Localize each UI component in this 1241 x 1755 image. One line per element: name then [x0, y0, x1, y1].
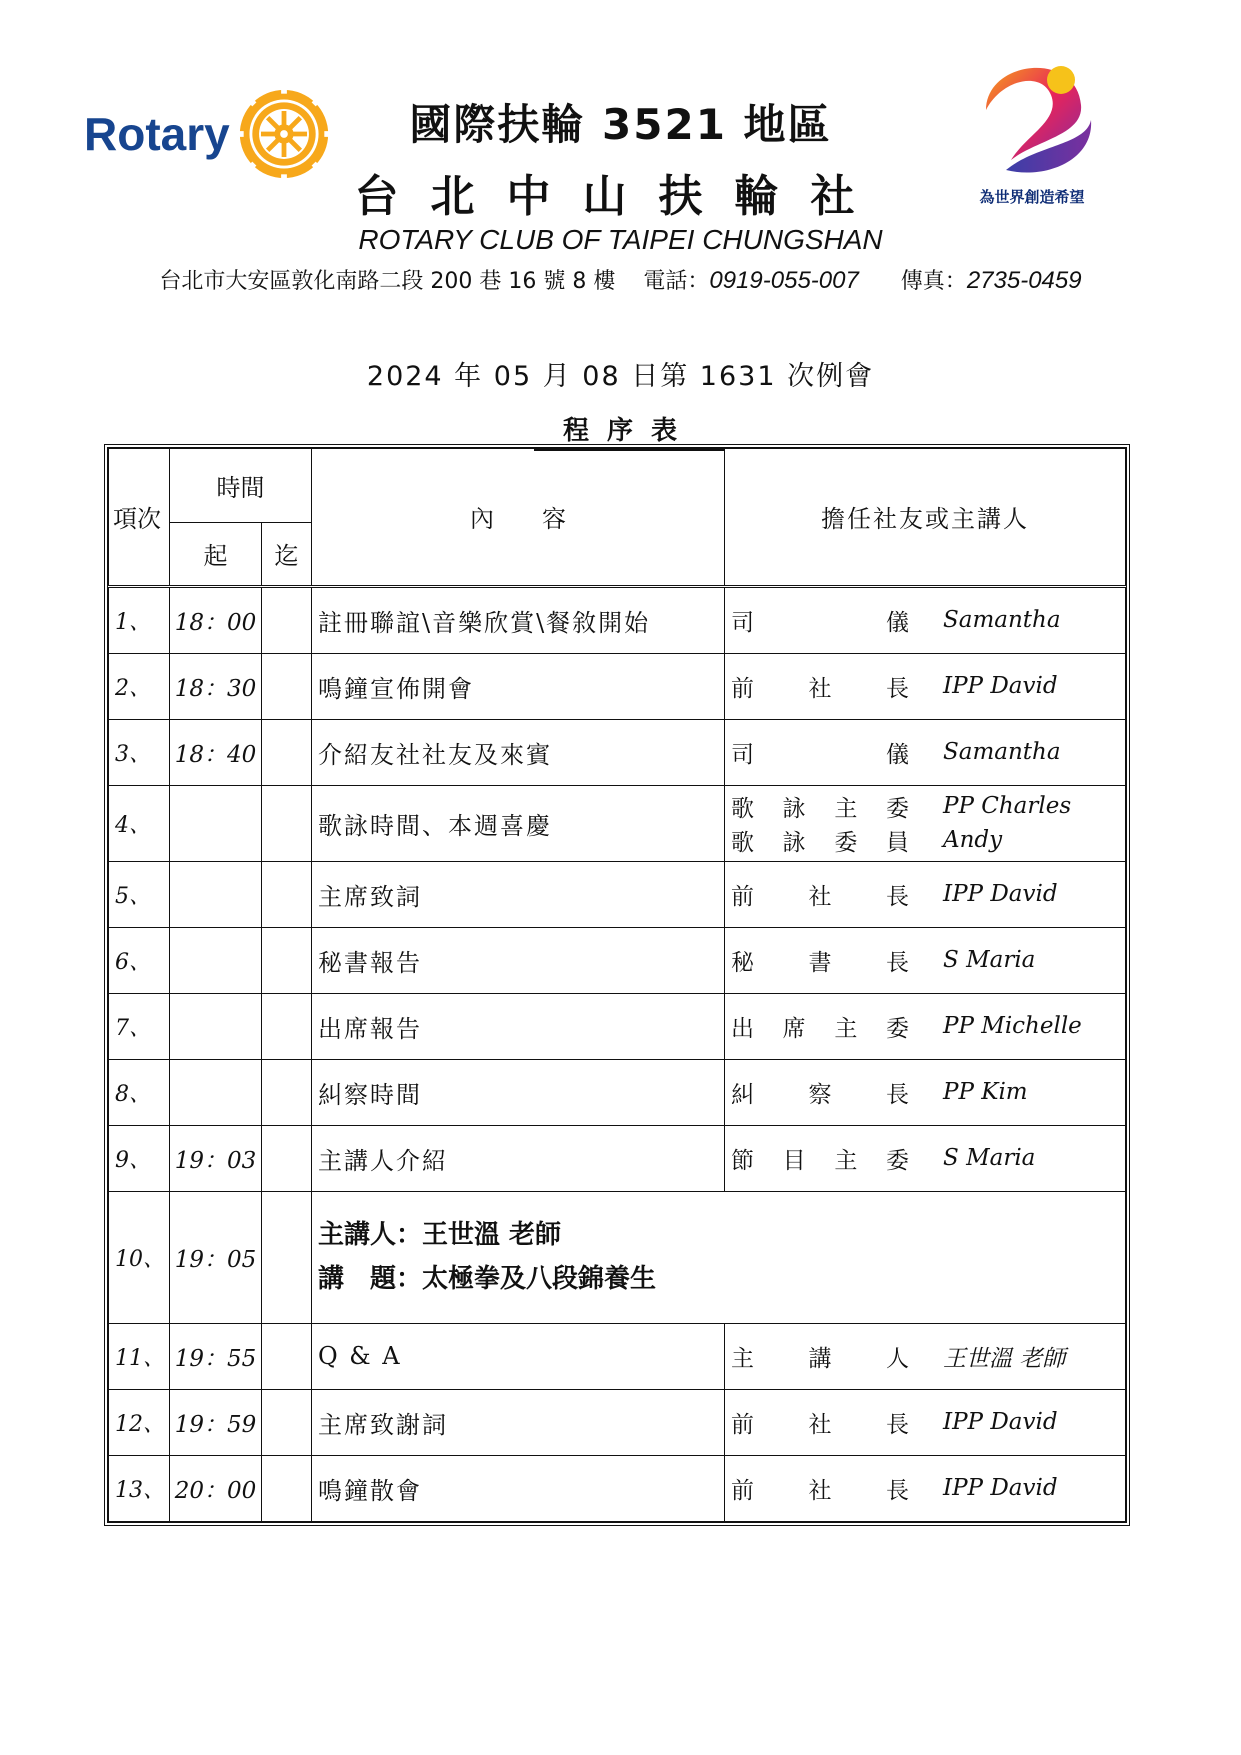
agenda-content: 主講人介紹	[312, 1125, 725, 1191]
role-cell	[725, 993, 1126, 1059]
theme-caption: 為世界創造希望	[979, 188, 1085, 206]
agenda-content: 主席致謝詞	[312, 1389, 725, 1455]
item-number: 9、	[109, 1125, 170, 1191]
role-title-char: 司	[731, 741, 754, 768]
role-name: PP Charles	[943, 793, 1072, 820]
start-time	[170, 993, 262, 1059]
item-number: 4、	[109, 785, 170, 861]
item-number: 7、	[109, 993, 170, 1059]
role-name: 王世溫 老師	[943, 1345, 1066, 1372]
end-time	[262, 1191, 312, 1323]
role-title-char: 主	[834, 1147, 858, 1174]
start-time	[170, 785, 262, 861]
agenda-content: 鳴鐘散會	[312, 1455, 725, 1521]
end-time	[262, 1389, 312, 1455]
table-row	[109, 1125, 1126, 1191]
role-line	[731, 1009, 1125, 1043]
role-name: PP Kim	[943, 1079, 1028, 1106]
role-name: Samantha	[943, 607, 1061, 634]
agenda-content: 註冊聯誼\音樂欣賞\餐敘開始	[312, 586, 725, 653]
role-line	[731, 603, 1125, 637]
table-row	[109, 1323, 1126, 1389]
keynote-cell	[312, 1191, 1126, 1323]
role-line	[731, 943, 1125, 977]
role-cell	[725, 653, 1126, 719]
start-time: 18：00	[170, 586, 262, 653]
item-number: 2、	[109, 653, 170, 719]
role-title-char: 講	[808, 1345, 832, 1372]
phone-label: 電話：	[643, 269, 710, 294]
role-title-char: 前	[731, 883, 754, 910]
role-title-char: 歌	[731, 829, 754, 856]
item-number: 6、	[109, 927, 170, 993]
start-time: 19：03	[170, 1125, 262, 1191]
header-item: 項次	[109, 449, 170, 587]
district-title: 國際扶輪 3521 地區	[409, 100, 832, 149]
role-title-char: 儀	[886, 609, 909, 636]
role-name: IPP David	[943, 881, 1058, 908]
header-role: 擔任社友或主講人	[725, 449, 1126, 587]
role-name: Andy	[943, 827, 1003, 854]
role-name: S Maria	[943, 947, 1036, 974]
start-time: 19：05	[170, 1191, 262, 1323]
item-number: 1、	[109, 586, 170, 653]
role-title-char: 委	[885, 1147, 909, 1174]
end-time	[262, 927, 312, 993]
end-time	[262, 1323, 312, 1389]
role-title-char: 司	[731, 609, 754, 636]
role-cell	[725, 1389, 1126, 1455]
role-cell	[725, 927, 1126, 993]
table-row	[109, 1059, 1126, 1125]
program-title: 程序表	[534, 410, 724, 451]
header-start: 起	[170, 522, 262, 586]
start-time	[170, 1059, 262, 1125]
role-cell	[725, 586, 1126, 653]
contact-line	[0, 264, 1241, 295]
role-name: IPP David	[943, 673, 1058, 700]
end-time	[262, 586, 312, 653]
role-title-char: 詠	[782, 795, 806, 822]
role-title	[731, 824, 909, 857]
role-title-char: 主	[731, 1345, 754, 1372]
role-title-char: 前	[731, 675, 754, 702]
fax-label: 傳真：	[900, 269, 967, 294]
role-line	[731, 1471, 1125, 1505]
role-title-char: 長	[886, 949, 909, 976]
end-time	[262, 861, 312, 927]
item-number: 11、	[109, 1323, 170, 1389]
role-title-char: 長	[886, 883, 909, 910]
start-time: 18：40	[170, 719, 262, 785]
role-name: Samantha	[943, 739, 1061, 766]
item-number: 13、	[109, 1455, 170, 1521]
role-title	[731, 878, 909, 911]
start-time	[170, 861, 262, 927]
role-title-char: 詠	[782, 829, 806, 856]
letterhead	[0, 0, 1241, 300]
role-cell	[725, 1455, 1126, 1521]
role-title-char: 員	[885, 829, 909, 856]
agenda-content: Q & A	[312, 1323, 725, 1389]
role-title-char: 書	[808, 949, 832, 976]
agenda-content: 介紹友社社友及來賓	[312, 719, 725, 785]
role-title-char: 前	[731, 1477, 754, 1504]
fax: 2735-0459	[966, 267, 1082, 294]
item-number: 5、	[109, 861, 170, 927]
item-number: 12、	[109, 1389, 170, 1455]
role-title-char: 社	[808, 675, 832, 702]
end-time	[262, 719, 312, 785]
role-title-char: 長	[886, 675, 909, 702]
address: 台北市大安區敦化南路二段 200 巷 16 號 8 樓	[159, 269, 616, 294]
start-time: 20：00	[170, 1455, 262, 1521]
meeting-date-line: 2024 年 05 月 08 日第 1631 次例會	[366, 361, 875, 392]
role-name: IPP David	[943, 1409, 1058, 1436]
table-row	[109, 861, 1126, 927]
table-row	[109, 653, 1126, 719]
role-line	[731, 1405, 1125, 1439]
role-title-char: 長	[886, 1477, 909, 1504]
role-title-char: 歌	[731, 795, 754, 822]
role-title-char: 人	[886, 1345, 909, 1372]
role-title-char: 席	[782, 1015, 806, 1042]
end-time	[262, 993, 312, 1059]
agenda-content: 秘書報告	[312, 927, 725, 993]
club-title-english: ROTARY CLUB OF TAIPEI CHUNGSHAN	[358, 224, 883, 255]
start-time: 19：55	[170, 1323, 262, 1389]
role-line	[731, 1339, 1125, 1373]
header-end: 迄	[262, 522, 312, 586]
role-title	[731, 670, 909, 703]
role-title-char: 秘	[731, 949, 754, 976]
role-line	[731, 1141, 1125, 1175]
topic-line: 講 題：太極拳及八段錦養生	[318, 1264, 657, 1295]
role-title-char: 節	[731, 1147, 754, 1174]
role-cell	[725, 1059, 1126, 1125]
role-title-char: 委	[834, 829, 858, 856]
role-line	[731, 823, 1125, 857]
table-row	[109, 719, 1126, 785]
table-row	[109, 1191, 1126, 1323]
role-title-char: 委	[885, 795, 909, 822]
role-title-char: 出	[731, 1015, 754, 1042]
role-line	[731, 735, 1125, 769]
role-name: S Maria	[943, 1145, 1036, 1172]
speaker-line: 主講人：王世溫 老師	[318, 1220, 562, 1251]
phone: 0919-055-007	[709, 267, 859, 294]
agenda-content: 歌詠時間、本週喜慶	[312, 785, 725, 861]
role-title	[731, 736, 909, 769]
role-title	[731, 944, 909, 977]
role-title	[731, 1340, 909, 1373]
role-title	[731, 790, 909, 823]
start-time: 19：59	[170, 1389, 262, 1455]
rotary-wordmark: Rotary	[84, 108, 230, 160]
role-title	[731, 1406, 909, 1439]
role-title	[731, 1142, 909, 1175]
role-line	[731, 669, 1125, 703]
role-cell	[725, 719, 1126, 785]
role-title-char: 長	[886, 1411, 909, 1438]
header-content: 內 容	[312, 449, 725, 587]
role-name: IPP David	[943, 1475, 1058, 1502]
table-row	[109, 993, 1126, 1059]
role-title-char: 糾	[731, 1081, 754, 1108]
program-table	[104, 444, 1130, 1526]
header-time: 時間	[170, 449, 312, 523]
start-time	[170, 927, 262, 993]
role-title-char: 社	[808, 883, 832, 910]
role-title	[731, 1472, 909, 1505]
role-title	[731, 604, 909, 637]
end-time	[262, 653, 312, 719]
role-cell	[725, 1323, 1126, 1389]
role-title-char: 主	[834, 795, 858, 822]
end-time	[262, 1059, 312, 1125]
role-line	[731, 1075, 1125, 1109]
role-title-char: 前	[731, 1411, 754, 1438]
role-title-char: 長	[886, 1081, 909, 1108]
role-title	[731, 1076, 909, 1109]
item-number: 10、	[109, 1191, 170, 1323]
role-line	[731, 789, 1125, 823]
club-title: 台北中山扶輪社	[354, 171, 887, 222]
role-cell	[725, 861, 1126, 927]
end-time	[262, 1455, 312, 1521]
start-time: 18：30	[170, 653, 262, 719]
role-title-char: 儀	[886, 741, 909, 768]
role-name: PP Michelle	[943, 1013, 1082, 1040]
item-number: 8、	[109, 1059, 170, 1125]
item-number: 3、	[109, 719, 170, 785]
role-line	[731, 877, 1125, 911]
agenda-content: 鳴鐘宣佈開會	[312, 653, 725, 719]
role-title-char: 社	[808, 1411, 832, 1438]
agenda-content: 糾察時間	[312, 1059, 725, 1125]
table-row	[109, 1455, 1126, 1521]
role-title-char: 委	[885, 1015, 909, 1042]
end-time	[262, 1125, 312, 1191]
agenda-content: 主席致詞	[312, 861, 725, 927]
table-row	[109, 1389, 1126, 1455]
role-cell	[725, 785, 1126, 861]
table-row	[109, 586, 1126, 653]
role-title-char: 察	[808, 1081, 832, 1108]
role-title	[731, 1010, 909, 1043]
role-title-char: 社	[808, 1477, 832, 1504]
table-row	[109, 927, 1126, 993]
role-title-char: 目	[782, 1147, 806, 1174]
agenda-content: 出席報告	[312, 993, 725, 1059]
table-row	[109, 785, 1126, 861]
end-time	[262, 785, 312, 861]
role-cell	[725, 1125, 1126, 1191]
role-title-char: 主	[834, 1015, 858, 1042]
